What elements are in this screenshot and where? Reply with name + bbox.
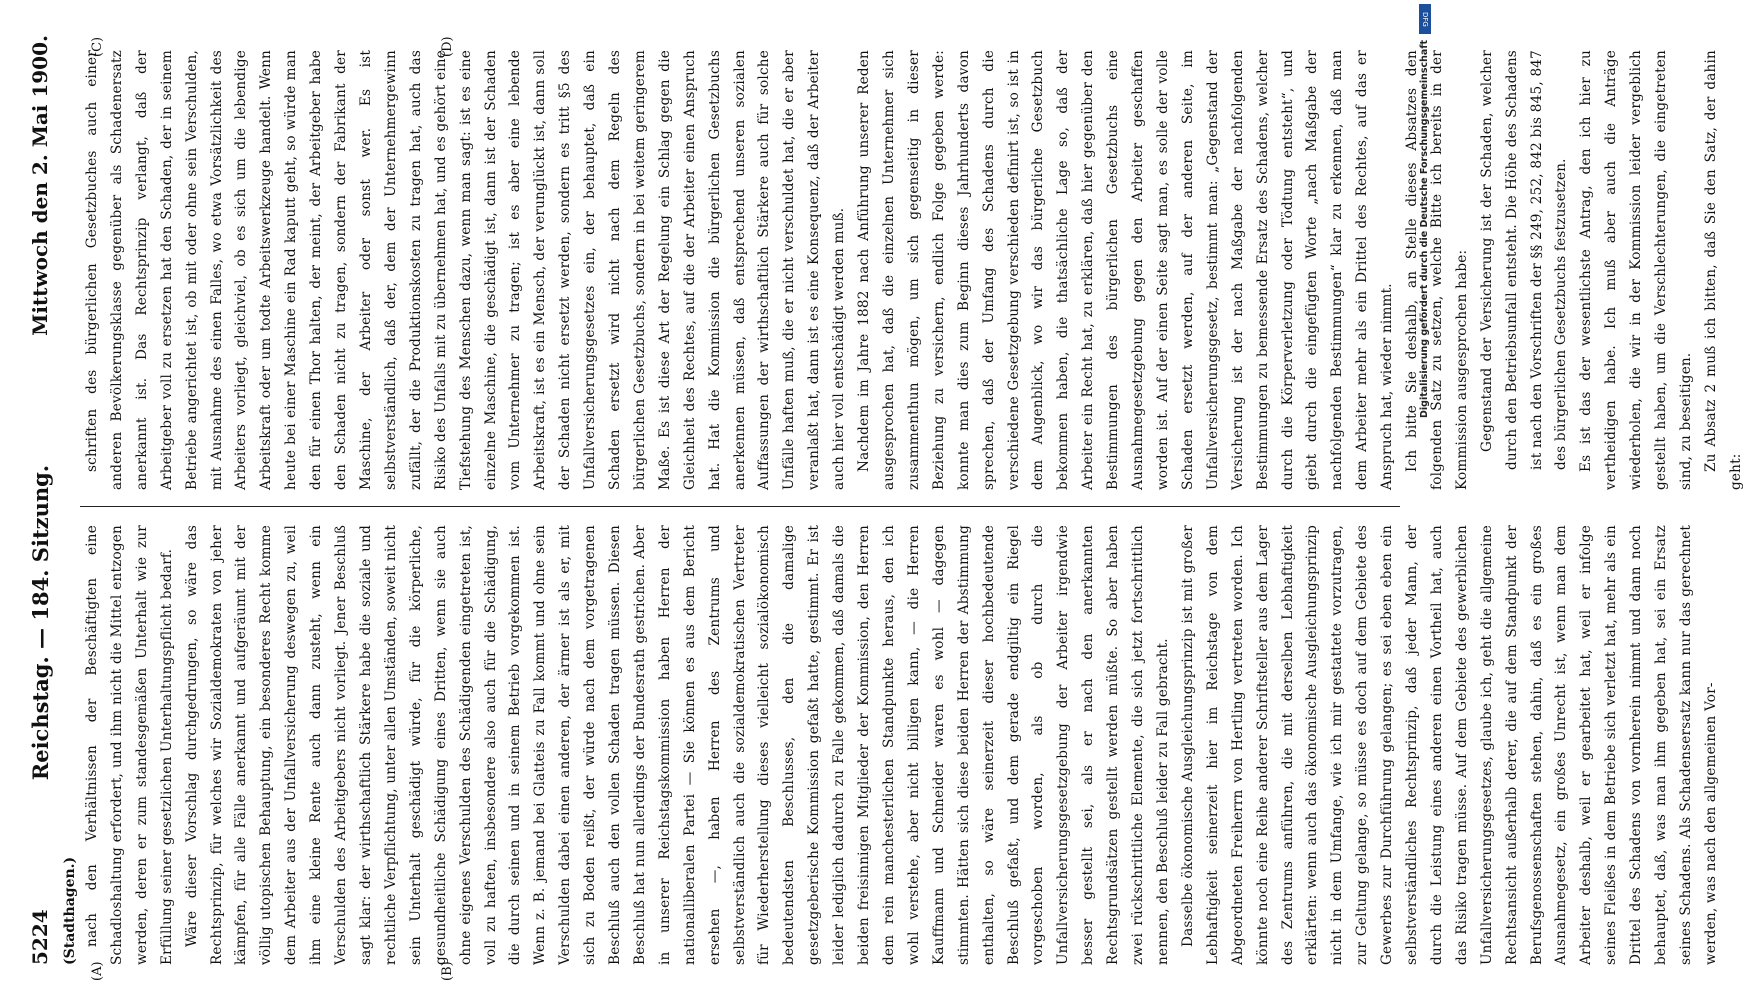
paragraph: Zu Absatz 2 muß ich bitten, daß Sie den Satz, der dahin geht:	[1702, 50, 1744, 490]
page-number: 5224	[28, 909, 52, 965]
paragraph: Nachdem im Jahre 1882 nach Anführung unserer Reden ausgesprochen hat, daß die einzelnen Unternehmer sich zusammenthun mögen, um sich gegenseitig in dieser Beziehung zu versichern, endlich Folge gegeben werde: konnte man dies zum Beginn dieses Jahrhunderts davon sprechen, daß der Umfang des Schadens durch die verschiedene Gesetzgebung verschieden definirt ist, so ist in dem Augenblick, wo wir das bürgerliche Gesetzbuch bekommen haben, die thatsächliche Lage so, daß der Arbeiter ein Recht hat, zu erklären, daß hier gegenüber den Bestimmungen des bürgerlichen Gesetzbuchs eine Ausnahmegesetzgebung gegen den Arbeiter geschaffen worden ist. Auf der einen Seite sagt man, es solle der volle Schaden ersetzt werden, auf der anderen Seite, im Unfallversicherungsgesetz, bestimmt man: „Gegenstand der Versicherung ist der nach Maßgabe der nachfolgenden Bestimmungen zu bemessende Ersatz des Schadens, welcher durch die Körperverletzung oder Tödtung entsteht“, und giebt durch die eingefügten Worte „nach Maßgabe der nachfolgenden Bestimmungen“ klar zu erkennen, daß man dem Arbeiter mehr als ein Drittel des Rechtes, auf das er Anspruch hat, wieder nimmt.	[856, 50, 1396, 490]
paragraph: Gegenstand der Versicherung ist der Schaden, welcher durch den Betriebsunfall entsteht. Die Höhe des Schadens ist nach den Vorschriften der §§ 249, 252, 842 bis 845, 847 des bürgerlichen Gesetzbuchs festzusetzen.	[1478, 50, 1570, 470]
dfg-logo-icon: DFG	[1419, 4, 1431, 34]
text-column-left	[80, 525, 1719, 965]
paragraph: Es ist das der wesentlichste Antrag, den ich hier zu vertheidigen habe. Ich muß aber auch die Anträge wiederholen, die wir in der Kommission leider vergeblich gestellt haben, um die Verschlechterungen, die eingetreten sind, zu beseitigen.	[1578, 50, 1694, 490]
marker-c: (C)	[90, 36, 105, 57]
column-divider	[80, 506, 1400, 507]
marker-a: (A)	[90, 961, 105, 981]
digitization-note: Digitalisierung gefördert durch die Deutsche Forschungsgemeinschaft	[1419, 40, 1430, 418]
paragraph: Wäre dieser Vorschlag durchgedrungen, so wäre das Rechtsprinzip, für welches wir Sozialdemokraten von jeher kämpfen, für alle Fälle anerkannt und aufgeräumt mit der völlig utopischen Behauptung, ein besonderes Recht komme dem Arbeiter aus der Unfallversicherung deswegen zu, weil ihm eine kleine Rente auch dann zusteht, wenn ein Verschulden des Arbeitgebers nicht vorliegt. Jener Beschluß sagt klar: der wirthschaftlich Stärkere habe die soziale und rechtliche Verpflichtung, unter allen Umständen, soweit nicht sein Unterhalt geschädigt würde, für die körperliche, gesundheitliche Schädigung eines Dritten, wenn sie auch ohne eigenes Verschulden des Schädigenden eingetreten ist, voll zu haften, insbesondere also auch für die Schädigung, die durch seinen und in seinem Betrieb vorgekommen ist. Wenn z. B. jemand bei Glatteis zu Fall kommt und ohne sein Verschulden dabei einen anderen, der ärmer ist als er, mit sich zu Boden reißt, der würde nach dem vorgetragenen Beschluß auch den vollen Schaden tragen müssen. Diesen Beschluß hat nun allerdings der Bundesrath gestrichen. Aber in unserer Reichstagskommission haben Herren der nationalliberalen Partei — Sie können es aus dem Bericht ersehen —, haben Herren des Zentrums und selbstverständlich auch die sozialdemokratischen Vertreter für Wiederherstellung dieses vielleicht sozialökonomisch bedeutendsten Beschlusses, den die damalige gesetzgeberische Kommission gefaßt hatte, gestimmt. Er ist leider lediglich dadurch zu Falle gekommen, daß damals die beiden freisinnigen Mitglieder der Kommission, den Herren dem rein manchesterlichen Standpunkte heraus, den ich wohl verstehe, aber nicht billigen kann, — die Herren Kauffmann und Schneider waren es wohl — dagegen stimmten. Hätten sich diese beiden Herren der Abstimmung enthalten, so wäre seinerzeit dieser hochbedeutende Beschluß gefaßt, und dem gerade endgiltig ein Riegel vorgeschoben worden, als ob durch die Unfallversicherungsgesetzgebung der Arbeiter irgendwie besser gestellt sei, als er nach den anerkannten Rechtsgrundsätzen gestellt werden müßte. So aber haben zwei rückschrittliche Elemente, die sich jetzt fortschrittlich nennen, den Beschluß leider zu Fall gebracht.	[183, 525, 1171, 965]
paragraph: Ich bitte Sie deshalb, an Stelle dieses Absatzes den folgenden Satz zu setzen, welche Bitte ich bereits in der Kommission ausgesprochen habe:	[1404, 50, 1470, 490]
paragraph: nach den Verhältnissen der Beschäftigten eine Schadloshaltung erfordert, und ihm nicht die Mittel entzogen werden, deren er zum standesgemäßen Unterhalt wie zur Erfüllung seiner gesetzlichen Unterhaltungspflicht bedarf.	[84, 525, 175, 965]
page-title: Reichstag. — 184. Sitzung.	[27, 464, 53, 781]
page-date: Mittwoch den 2. Mai 1900.	[28, 35, 52, 336]
marker-d: (D)	[440, 36, 455, 57]
page-header	[20, 25, 60, 975]
marker-b: (B)	[440, 961, 455, 981]
speaker-label: (Stadthagen.)	[62, 856, 78, 965]
paragraph: schriften des bürgerlichen Gesetzbuches auch einer anderen Bevölkerungsklasse gegenüber als Schadenersatz anerkannt ist. Das Rechtsprinzip verlangt, daß der Arbeitgeber voll zu ersetzen hat den Schaden, der in seinem Betriebe angerichtet ist, ob mit oder ohne sein Verschulden, mit Ausnahme des einen Falles, wo etwa Vorsätzlichkeit des Arbeiters vorliegt, gleichviel, ob es sich um die lebendige Arbeitskraft oder um todte Arbeitswerkzeuge handelt. Wenn heute bei einer Maschine ein Rad kaputt geht, so würde man den für einen Thor halten, der meint, der Arbeitgeber habe den Schaden nicht zu tragen, sondern der Fabrikant der Maschine, der Arbeiter oder sonst wer. Es ist selbstverständlich, daß der, dem der Unternehmergewinn zufällt, der die Produktionskosten zu tragen hat, auch das Risiko des Unfalls mit zu übernehmen hat, und es gehört eine Tiefstehung des Menschen dazu, wenn man sagt: ist es eine einzelne Maschine, die geschädigt ist, dann ist der Schaden vom Unternehmer zu tragen; ist es aber eine lebende Arbeitskraft, ist es ein Mensch, der verunglückt ist, dann soll der Schaden nicht ersetzt werden, sondern es tritt §5 des Unfallversicherungsgesetzes ein, der behauptet, daß ein Schaden ersetzt wird nicht nach dem Regeln des bürgerlichen Gesetzbuchs, sondern in bei weitem geringerem Maße. Es ist diese Art der Regelung ein Schlag gegen die Gleichheit des Rechtes, auf die der Arbeiter einen Anspruch hat. Hat die Kommission die bürgerlichen Gesetzbuchs anerkennen müssen, daß entsprechend unseren sozialen Auffassungen der wirthschaftlich Stärkere auch für solche Unfälle haften muß, die er nicht verschuldet hat, die er aber veranlaßt hat, dann ist es eine Konsequenz, daß der Arbeiter auch hier voll entschädigt werden muß.	[84, 50, 848, 490]
paragraph: Dasselbe ökonomische Ausgleichungsprinzip ist mit großer Lebhaftigkeit seinerzeit hier im Reichstage von dem Abgeordneten Freiherrn von Hertling vertreten worden. Ich könnte noch eine Reihe anderer Schriftsteller aus dem Lager des Zentrums anführen, die mit derselben Lebhaftigkeit erklärten: wenn auch das ökonomische Ausgleichungsprinzip nicht in dem Umfange, wie ich mir gestattete vorzutragen, zur Geltung gelange, so müsse es doch auf dem Gebiete des Gewerbes zur Durchführung gelangen; es sei eben eben ein selbstverständliches Rechtsprinzip, daß jeder Mann, der durch die Leistung eines anderen einen Vortheil hat, auch das Risiko tragen müsse. Auf dem Gebiete des gewerblichen Unfallversicherungsgesetzes, glaube ich, geht die allgemeine Rechtsansicht außerhalb derer, die auf dem Standpunkt der Berufsgenossenschaften stehen, dahin, daß es ein großes Ausnahmegesetz, ein großes Unrecht ist, wenn man dem Arbeiter deshalb, weil er gearbeitet hat, weil er infolge seines Fleißes in dem Betriebe sich verletzt hat, mehr als ein Drittel des Schadens von vornherein nimmt und dann noch behauptet, daß, was man ihm gegeben hat, sei ein Ersatz seines Schadens. Als Schadensersatz kann nur das gerechnet werden, was nach den allgemeinen Vor-	[1179, 525, 1719, 965]
